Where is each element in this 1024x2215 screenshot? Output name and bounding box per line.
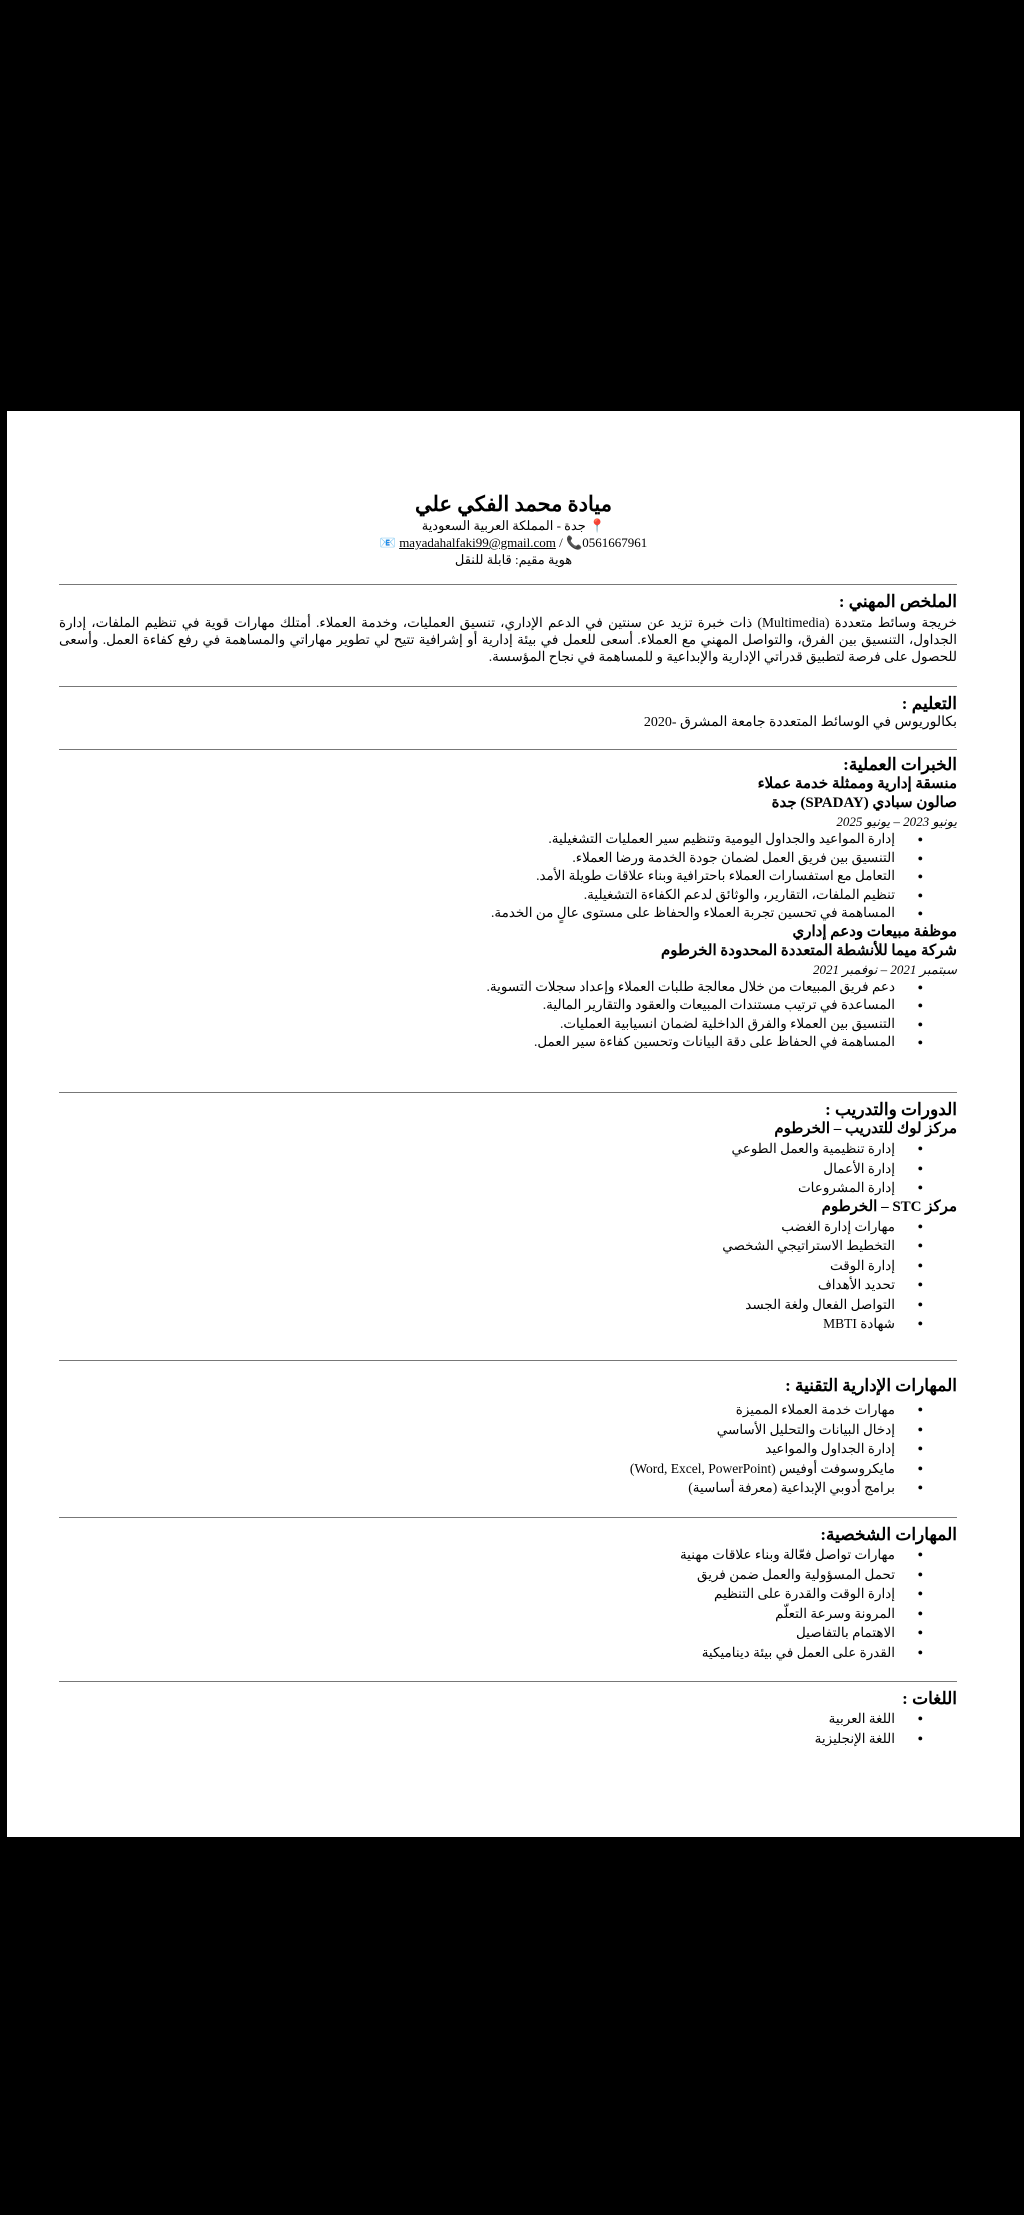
- list-item: ● إدارة المواعيد والجداول اليومية وتنظيم سير العمليات التشغيلية.: [59, 830, 957, 849]
- summary-section: [59, 592, 957, 665]
- job-date: يونيو 2023 – يونيو 2025: [836, 814, 957, 829]
- list-item: ● الاهتمام بالتفاصيل: [59, 1623, 957, 1643]
- job-bullets: [59, 830, 957, 923]
- job-company: شركة ميما للأنشطة المتعددة المحدودة الخرطوم: [660, 942, 957, 959]
- list-item: ● شهادة MBTI: [59, 1314, 957, 1334]
- course-list: [59, 1217, 957, 1334]
- list-item: ● مهارات إدارة الغضب: [59, 1217, 957, 1237]
- courses-title: الدورات والتدريب :: [825, 1100, 957, 1119]
- list-item: ● المساهمة في الحفاظ على دقة البيانات وتحسين كفاءة سير العمل.: [59, 1033, 957, 1052]
- job-bullets: [59, 978, 957, 1052]
- resume-header: [7, 491, 1020, 568]
- education-section: [59, 694, 957, 732]
- list-item: ● مهارات خدمة العملاء المميزة: [59, 1400, 957, 1420]
- list-item: ● إدارة المشروعات: [59, 1178, 957, 1198]
- list-item: ● المرونة وسرعة التعلّم: [59, 1604, 957, 1624]
- email-icon: 📧: [379, 535, 396, 550]
- divider: [59, 584, 957, 585]
- job-title: منسقة إدارية وممثلة خدمة عملاء: [757, 776, 957, 792]
- list-item: ● القدرة على العمل في بيئة ديناميكية: [59, 1643, 957, 1663]
- residency-line: هوية مقيم: قابلة للنقل: [454, 552, 573, 567]
- list-item: ● إدارة الوقت: [59, 1256, 957, 1276]
- course-center: مركز STC – الخرطوم: [821, 1198, 957, 1215]
- courses-section: [59, 1100, 957, 1334]
- list-item: ● المساعدة في ترتيب مستندات المبيعات والعقود والتقارير المالية.: [59, 996, 957, 1015]
- list-item: ● مهارات تواصل فعّالة وبناء علاقات مهنية: [59, 1545, 957, 1565]
- job-company: صالون سبادي (SPADAY) جدة: [771, 795, 957, 811]
- experience-section: [59, 755, 957, 1052]
- resume-page: [7, 411, 1020, 1837]
- experience-title: الخبرات العملية:: [843, 755, 957, 774]
- job-date: سبتمبر 2021 – نوفمبر 2021: [812, 961, 957, 977]
- personal-skills-list: [59, 1545, 957, 1662]
- list-item: ● التنسيق بين العملاء والفرق الداخلية لضمان انسيابية العمليات.: [59, 1015, 957, 1034]
- phone-number: 0561667961: [582, 535, 648, 550]
- location-line: [7, 517, 1020, 534]
- course-list: [59, 1139, 957, 1198]
- list-item: ● تنظيم الملفات، التقارير، والوثائق لدعم الكفاءة التشغيلية.: [59, 886, 957, 905]
- divider: [59, 1360, 957, 1361]
- education-text: بكالوريوس في الوسائط المتعددة جامعة المشرق -2020: [643, 715, 957, 730]
- list-item: ● برامج أدوبي الإبداعية (معرفة أساسية): [59, 1478, 957, 1498]
- list-item: ● مايكروسوفت أوفيس (Word, Excel, PowerPoint): [59, 1459, 957, 1479]
- admin-skills-section: [59, 1376, 957, 1498]
- candidate-name: ميادة محمد الفكي علي: [415, 492, 612, 516]
- divider: [59, 1517, 957, 1518]
- list-item: ● تحديد الأهداف: [59, 1275, 957, 1295]
- location-text: جدة - المملكة العربية السعودية: [421, 518, 586, 533]
- list-item: ● التعامل مع استفسارات العملاء باحترافية وبناء علاقات طويلة الأمد.: [59, 867, 957, 886]
- education-title: التعليم :: [901, 694, 957, 713]
- list-item: ● التواصل الفعال ولغة الجسد: [59, 1295, 957, 1315]
- divider: [59, 686, 957, 687]
- list-item: ● إدارة الجداول والمواعيد: [59, 1439, 957, 1459]
- contact-line: [7, 534, 1020, 551]
- email-link[interactable]: mayadahalfaki99@gmail.com: [399, 535, 556, 550]
- languages-title: اللغات :: [902, 1689, 957, 1708]
- divider: [59, 749, 957, 750]
- phone-icon: 📞: [566, 535, 583, 550]
- course-center: مركز لوك للتدريب – الخرطوم: [774, 1121, 957, 1137]
- divider: [59, 1681, 957, 1682]
- personal-skills-section: [59, 1525, 957, 1662]
- list-item: ● إدارة الوقت والقدرة على التنظيم: [59, 1584, 957, 1604]
- divider: [59, 1092, 957, 1093]
- list-item: ● إدارة تنظيمية والعمل الطوعي: [59, 1139, 957, 1159]
- list-item: ● اللغة الإنجليزية: [59, 1729, 957, 1749]
- summary-text: خريجة وسائط متعددة (Multimedia) ذات خبرة تزيد عن سنتين في الدعم الإداري، تنسيق العمليات، وخدمة العملاء. أمتلك مهارات قوية في تنظيم الملفات، إدارة الجداول، التنسيق بين الفرق، والتواصل المهني مع العملاء. أسعى للعمل في بيئة إدارية أو إشرافية تتيح لي تطوير مهاراتي والمساهمة في رفع كفاءة العمل. وأسعى للحصول على فرصة لتطبيق قدراتي الإدارية والإبداعية و للمساهمة في نجاح المؤسسة.: [59, 615, 957, 664]
- separator: /: [559, 535, 567, 550]
- list-item: ● المساهمة في تحسين تجربة العملاء والحفاظ على مستوى عالٍ من الخدمة.: [59, 904, 957, 923]
- languages-list: [59, 1709, 957, 1748]
- list-item: ● تحمل المسؤولية والعمل ضمن فريق: [59, 1565, 957, 1585]
- location-pin-icon: 📍: [589, 518, 606, 533]
- admin-skills-list: [59, 1400, 957, 1498]
- summary-title: الملخص المهني :: [838, 592, 957, 611]
- list-item: ● اللغة العربية: [59, 1709, 957, 1729]
- list-item: ● دعم فريق المبيعات من خلال معالجة طلبات العملاء وإعداد سجلات التسوية.: [59, 978, 957, 997]
- list-item: ● التنسيق بين فريق العمل لضمان جودة الخدمة ورضا العملاء.: [59, 849, 957, 868]
- list-item: ● إدخال البيانات والتحليل الأساسي: [59, 1420, 957, 1440]
- job-title: موظفة مبيعات ودعم إداري: [792, 923, 957, 940]
- languages-section: [59, 1689, 957, 1748]
- list-item: ● التخطيط الاستراتيجي الشخصي: [59, 1236, 957, 1256]
- list-item: ● إدارة الأعمال: [59, 1159, 957, 1179]
- admin-skills-title: المهارات الإدارية التقنية :: [785, 1376, 957, 1395]
- personal-skills-title: المهارات الشخصية:: [820, 1525, 957, 1544]
